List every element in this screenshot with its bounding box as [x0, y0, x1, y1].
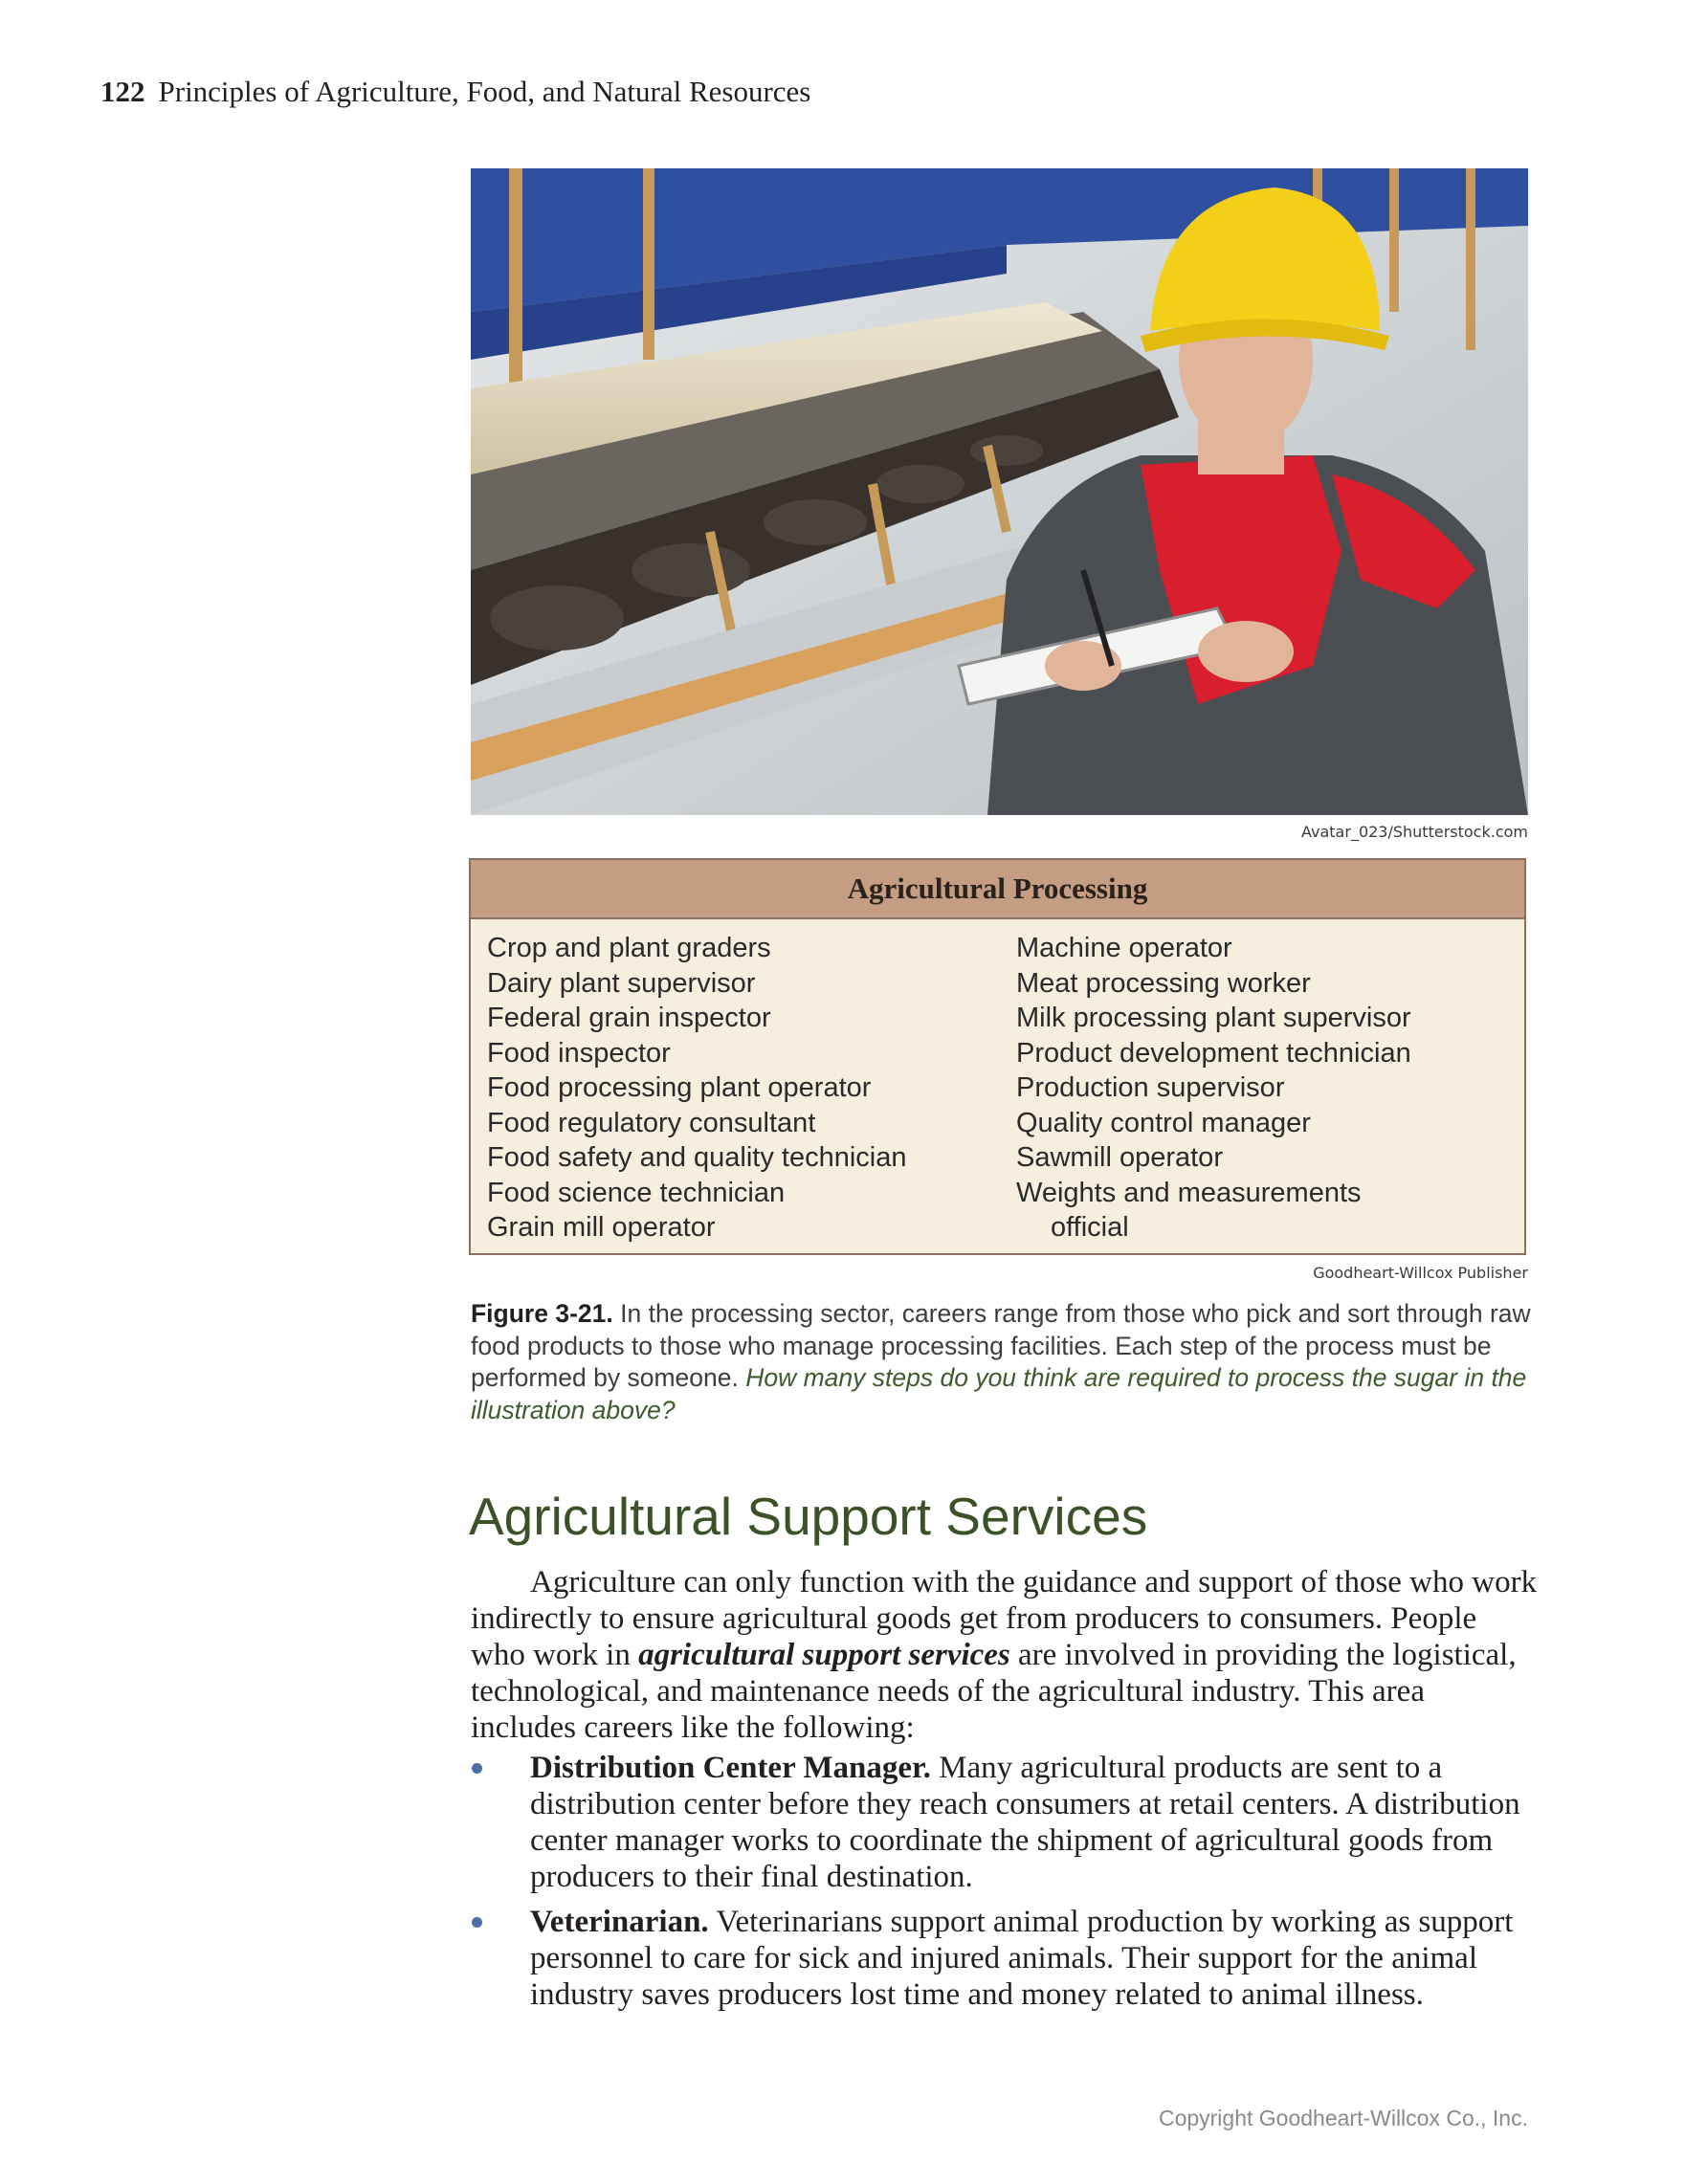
career-item: Meat processing worker	[1016, 967, 1311, 999]
career-item: Milk processing plant supervisor	[1016, 1003, 1411, 1033]
career-item: Machine operator	[1016, 933, 1232, 963]
career-item: Federal grain inspector	[487, 1003, 771, 1033]
copyright-notice: Copyright Goodheart-Willcox Co., Inc.	[1158, 2106, 1528, 2130]
career-item: Production supervisor	[1016, 1072, 1285, 1103]
paragraph-text: are involved in providing the logistical, technological, and maintenance needs of the agricultural industry. This area includes careers like the following:	[471, 1638, 1517, 1745]
career-table	[469, 858, 1526, 1255]
bullet-icon	[472, 1763, 482, 1774]
bullet-term: Distribution Center Manager.	[530, 1751, 931, 1785]
table-column-left	[487, 931, 1016, 1246]
photo-credit: Avatar_023/Shutterstock.com	[1301, 823, 1528, 841]
paragraph-text: Agriculture can only function with the guidance and support of those who work indirectly to ensure agricultural goods get from producers to consumers. People who work in	[471, 1565, 1538, 1672]
bullet-icon	[472, 1917, 482, 1928]
table-credit: Goodheart-Willcox Publisher	[1313, 1264, 1528, 1282]
career-item: Weights and measurements	[1016, 1177, 1362, 1208]
book-title: Principles of Agriculture, Food, and Natural Resources	[158, 75, 811, 108]
key-term: agricultural support services	[638, 1638, 1010, 1672]
career-bullet-list	[471, 1750, 1538, 2013]
career-item: Product development technician	[1016, 1037, 1411, 1069]
figure-caption	[471, 1298, 1533, 1426]
career-item-continuation: official	[1051, 1212, 1129, 1243]
table-column-right	[1016, 931, 1524, 1246]
career-item: Food safety and quality technician	[487, 1142, 907, 1173]
page-number: 122	[100, 75, 145, 108]
career-item: Sawmill operator	[1016, 1142, 1223, 1173]
bullet-text: Many agricultural products are sent to a distribution center before they reach consumers at retail centers. A distribution center manager works to coordinate the shipment of agricultural goods from producers to their final destination.	[530, 1751, 1520, 1894]
career-item: Food regulatory consultant	[487, 1107, 816, 1138]
career-item: Grain mill operator	[487, 1212, 716, 1243]
career-item: Quality control manager	[1016, 1107, 1311, 1138]
caption-question: How many steps do you think are required to process the sugar in the illustration above?	[471, 1363, 1527, 1424]
career-item: Crop and plant graders	[487, 933, 771, 963]
bullet-text: Veterinarians support animal production by working as support personnel to care for sick and injured animals. Their support for the animal industry saves producers lost time and money related to animal illness.	[530, 1905, 1514, 2012]
career-item: Food processing plant operator	[487, 1072, 872, 1103]
career-item: Food science technician	[487, 1177, 786, 1208]
table-body	[471, 919, 1524, 1246]
bullet-term: Veterinarian.	[530, 1905, 709, 1939]
career-item: Dairy plant supervisor	[487, 967, 756, 999]
figure-label: Figure 3-21.	[471, 1299, 613, 1328]
caption-text: In the processing sector, careers range from those who pick and sort through raw food products to those who manage processing facilities. Each step of the process must be performed by someone.	[471, 1299, 1531, 1392]
career-item: Food inspector	[487, 1037, 671, 1069]
section-heading: Agricultural Support Services	[469, 1487, 1148, 1546]
body-paragraph	[471, 1564, 1538, 1746]
worker-with-clipboard-photo	[471, 168, 1528, 815]
table-title: Agricultural Processing	[471, 860, 1524, 919]
running-head	[100, 73, 810, 111]
list-item	[471, 1750, 1538, 1895]
list-item	[471, 1904, 1538, 2013]
